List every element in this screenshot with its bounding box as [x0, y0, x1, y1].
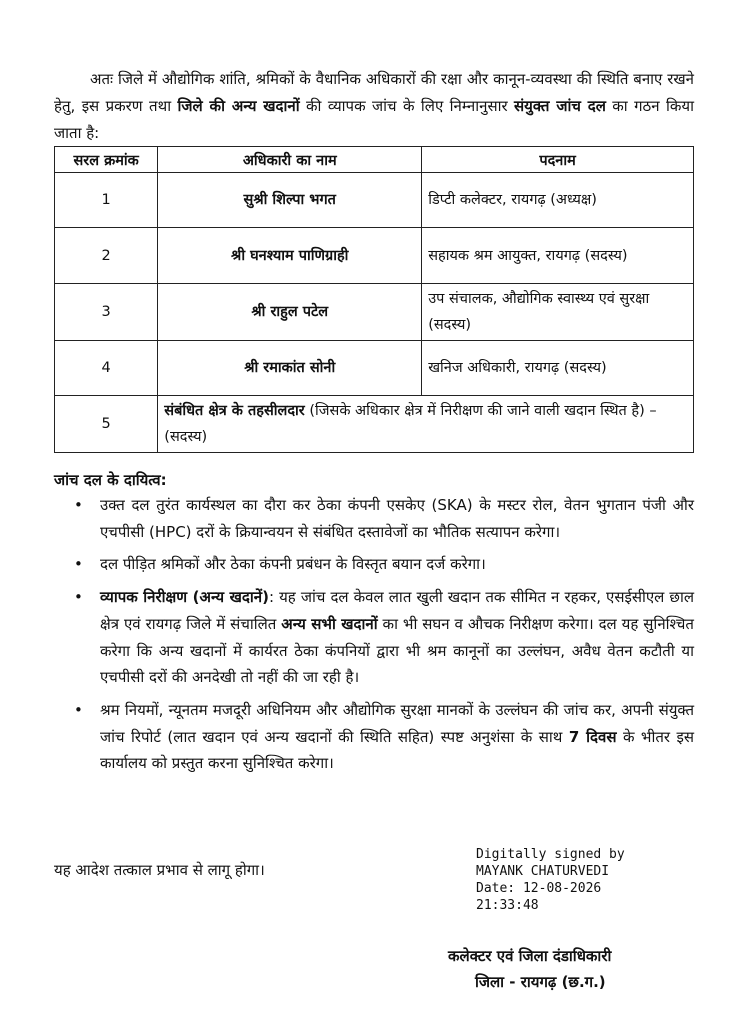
designation-cell: डिप्टी कलेक्टर, रायगढ़ (अध्यक्ष) — [422, 173, 694, 228]
officer-name-cell: श्री राहुल पटेल — [158, 284, 422, 341]
item-text: : यह जांच दल केवल लात खुली खदान तक सीमित न रहकर, एसईसीएल छाल क्षेत्र एवं रायगढ़ जिले में संचालित — [100, 588, 694, 633]
item-text: के भीतर इस कार्यालय को प्रस्तुत करना सुनिश्चित करेगा। — [100, 727, 694, 773]
dsig-line-1: Digitally signed by — [476, 847, 625, 862]
bullet-icon: • — [74, 588, 83, 607]
committee-table — [54, 146, 694, 453]
dsig-signer: MAYANK CHATURVEDI — [476, 864, 610, 879]
serial-cell: 2 — [55, 228, 158, 284]
tehsildar-cell — [158, 396, 694, 453]
list-item — [54, 492, 694, 545]
tehsildar-text: (जिसके अधिकार क्षेत्र में निरीक्षण की जाने वाली खदान स्थित है) – (सदस्य) — [164, 403, 657, 445]
officer-name-cell: श्री रमाकांत सोनी — [158, 341, 422, 396]
item-text: उक्त दल तुरंत कार्यस्थल का दौरा कर ठेका कंपनी एसकेए (SKA) के मस्टर रोल, वेतन भुगतान पंजी और एचपीसी (HPC) दरों के क्रियान्वयन से संबंधित दस्तावेजों का भौतिक सत्यापन करेगा। — [100, 496, 694, 541]
header-officer-name: अधिकारी का नाम — [158, 147, 422, 173]
signatory-district: जिला - रायगढ़ (छ.ग.) — [475, 973, 606, 991]
designation-cell: उप संचालक, औद्योगिक स्वास्थ्य एवं सुरक्षा (सदस्य) — [422, 284, 694, 341]
officer-name-cell: सुश्री शिल्पा भगत — [158, 173, 422, 228]
bullet-icon: • — [74, 555, 83, 574]
officer-name-cell: श्री घनश्याम पाणिग्राही — [158, 228, 422, 284]
tehsildar-bold: संबंधित क्षेत्र के तहसीलदार — [164, 403, 305, 419]
item-text: दल पीड़ित श्रमिकों और ठेका कंपनी प्रबंधन के विस्तृत बयान दर्ज करेगा। — [100, 555, 486, 574]
table-row — [55, 341, 694, 396]
list-item — [54, 584, 694, 691]
dsig-time: 21:33:48 — [476, 898, 539, 913]
header-designation: पदनाम — [422, 147, 694, 173]
intro-bold-2: संयुक्त जांच दल — [514, 97, 606, 115]
table-row — [55, 396, 694, 453]
serial-cell: 5 — [55, 396, 158, 453]
intro-text-1: अतः जिले में औद्योगिक शांति, श्रमिकों के वैधानिक अधिकारों की रक्षा और कानून-व्यवस्था की स्थिति बनाए रखने हेतु, इस प्रकरण तथा — [54, 70, 694, 115]
intro-text-3: का गठन किया जाता है: — [54, 97, 694, 142]
header-serial: सरल क्रमांक — [55, 147, 158, 173]
bullet-icon: • — [74, 496, 83, 514]
item-bold: 7 दिवस — [568, 727, 617, 746]
designation-cell: खनिज अधिकारी, रायगढ़ (सदस्य) — [422, 341, 694, 396]
intro-bold-1: जिले की अन्य खदानों — [177, 97, 300, 115]
serial-cell: 3 — [55, 284, 158, 341]
serial-cell: 4 — [55, 341, 158, 396]
list-item — [54, 551, 694, 578]
serial-cell: 1 — [55, 173, 158, 228]
item-bold: व्यापक निरीक्षण (अन्य खदानें) — [100, 588, 269, 607]
intro-paragraph — [54, 66, 694, 147]
intro-text-2: की व्यापक जांच के लिए निम्नानुसार — [299, 97, 515, 115]
signatory-title: कलेक्टर एवं जिला दंडाधिकारी — [448, 947, 612, 965]
dsig-date: Date: 12-08-2026 — [476, 881, 602, 896]
responsibilities-heading: जांच दल के दायित्व: — [54, 471, 167, 489]
item-text: श्रम नियमों, न्यूनतम मजदूरी अधिनियम और औद्योगिक सुरक्षा मानकों के उल्लंघन की जांच कर, अपनी संयुक्त जांच रिपोर्ट (लात खदान एवं अन्य खदानों की स्थिति सहित) स्पष्ट अनुशंसा के साथ — [100, 700, 695, 746]
digital-signature — [476, 846, 625, 914]
item-bold: अन्य सभी खदानों — [281, 614, 378, 633]
table-header-row — [55, 147, 694, 173]
table-row — [55, 228, 694, 284]
list-item — [54, 697, 694, 777]
designation-cell: सहायक श्रम आयुक्त, रायगढ़ (सदस्य) — [422, 228, 694, 284]
table-row — [55, 173, 694, 228]
responsibilities-list — [54, 492, 694, 783]
table-row — [55, 284, 694, 341]
effect-statement: यह आदेश तत्काल प्रभाव से लागू होगा। — [54, 861, 265, 879]
item-text: का भी सघन व औचक निरीक्षण करेगा। दल यह सुनिश्चित करेगा कि अन्य खदानों में कार्यरत ठेका कंपनियों द्वारा भी श्रम कानूनों का उल्लंघन, अवैध वेतन कटौती या एचपीसी दरों की अनदेखी तो नहीं की जा रही है। — [100, 614, 694, 687]
bullet-icon: • — [74, 700, 83, 719]
